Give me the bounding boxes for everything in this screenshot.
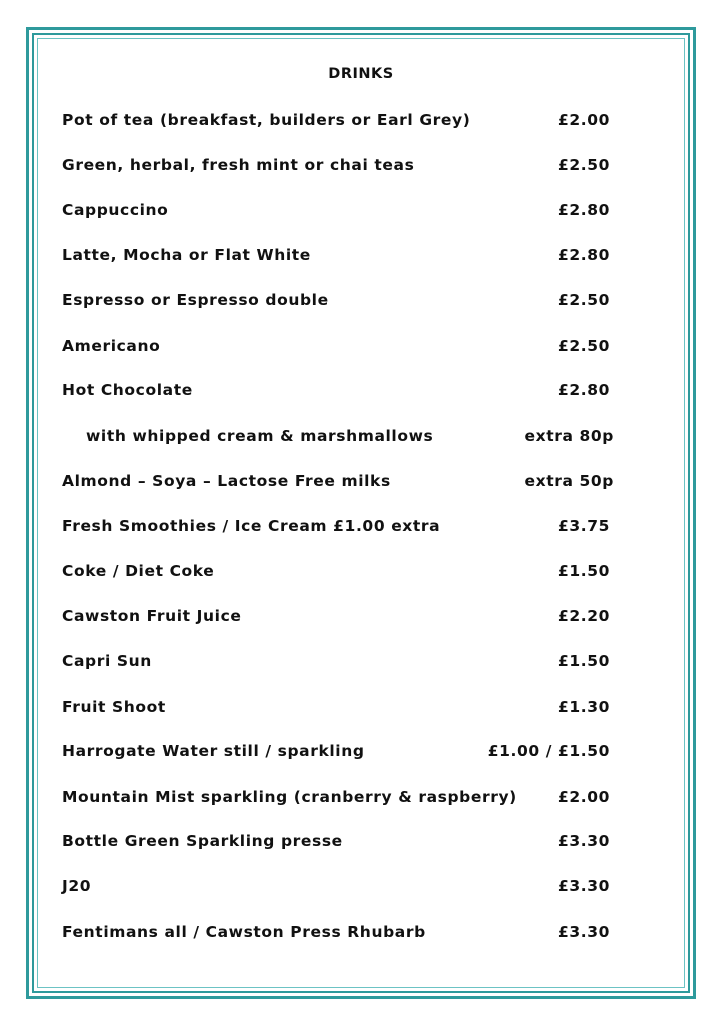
menu-item-price: £2.80: [557, 381, 610, 399]
menu-item-name: Hot Chocolate: [62, 381, 193, 399]
menu-item: [0, 337, 722, 357]
menu-item-name: Fresh Smoothies / Ice Cream £1.00 extra: [62, 517, 441, 535]
menu-item-name: Latte, Mocha or Flat White: [62, 246, 311, 264]
menu-item-name: Cappuccino: [62, 201, 169, 219]
menu-item: [0, 111, 722, 131]
menu-item: [0, 517, 722, 537]
menu-item: [0, 742, 722, 762]
menu-title: DRINKS: [328, 66, 394, 82]
menu-item: [0, 923, 722, 943]
menu-item: [0, 381, 722, 401]
menu-item-price: £1.50: [557, 652, 610, 670]
menu-item-price: £2.20: [557, 607, 610, 625]
menu-item-name: Fruit Shoot: [62, 698, 166, 716]
menu-item-price: extra 80p: [524, 427, 614, 445]
menu-item-name: with whipped cream & marshmallows: [86, 427, 434, 445]
menu-item-price: £2.50: [557, 337, 610, 355]
menu-item-extra: [0, 472, 722, 492]
menu-item-price: £2.80: [557, 201, 610, 219]
menu-item: [0, 788, 722, 808]
menu-item-name: Capri Sun: [62, 652, 152, 670]
menu-item-extra: [0, 427, 722, 447]
menu-item-price: £1.00 / £1.50: [487, 742, 610, 760]
menu-item: [0, 156, 722, 176]
menu-item: [0, 246, 722, 266]
menu-item-price: £3.30: [557, 877, 610, 895]
menu-item-name: Green, herbal, fresh mint or chai teas: [62, 156, 415, 174]
menu-item-name: Harrogate Water still / sparkling: [62, 742, 365, 760]
menu-item-price: extra 50p: [524, 472, 614, 490]
menu-item-price: £2.50: [557, 291, 610, 309]
menu-item: [0, 607, 722, 627]
menu-item-price: £2.80: [557, 246, 610, 264]
menu-item: [0, 877, 722, 897]
menu-item-price: £1.30: [557, 698, 610, 716]
menu-item-price: £1.50: [557, 562, 610, 580]
menu-item-price: £2.50: [557, 156, 610, 174]
menu-item: [0, 291, 722, 311]
menu-item-name: Coke / Diet Coke: [62, 562, 215, 580]
menu-item-price: £2.00: [557, 111, 610, 129]
menu-item-name: Bottle Green Sparkling presse: [62, 832, 343, 850]
menu-item-name: Fentimans all / Cawston Press Rhubarb: [62, 923, 426, 941]
menu-item-price: £3.30: [557, 923, 610, 941]
menu-item-price: £3.75: [557, 517, 610, 535]
menu-item: [0, 832, 722, 852]
menu-item-name: Americano: [62, 337, 161, 355]
menu-item-name: Almond – Soya – Lactose Free milks: [62, 472, 391, 490]
menu-item: [0, 201, 722, 221]
menu-item-name: Espresso or Espresso double: [62, 291, 329, 309]
menu-item-name: Pot of tea (breakfast, builders or Earl Grey): [62, 111, 471, 129]
menu-item: [0, 652, 722, 672]
menu-item-name: Cawston Fruit Juice: [62, 607, 242, 625]
menu-item: [0, 698, 722, 718]
menu-item-name: Mountain Mist sparkling (cranberry & raspberry): [62, 788, 517, 806]
menu-item-name: J20: [62, 877, 92, 895]
menu-item-price: £2.00: [557, 788, 610, 806]
menu-item-price: £3.30: [557, 832, 610, 850]
menu-item: [0, 562, 722, 582]
